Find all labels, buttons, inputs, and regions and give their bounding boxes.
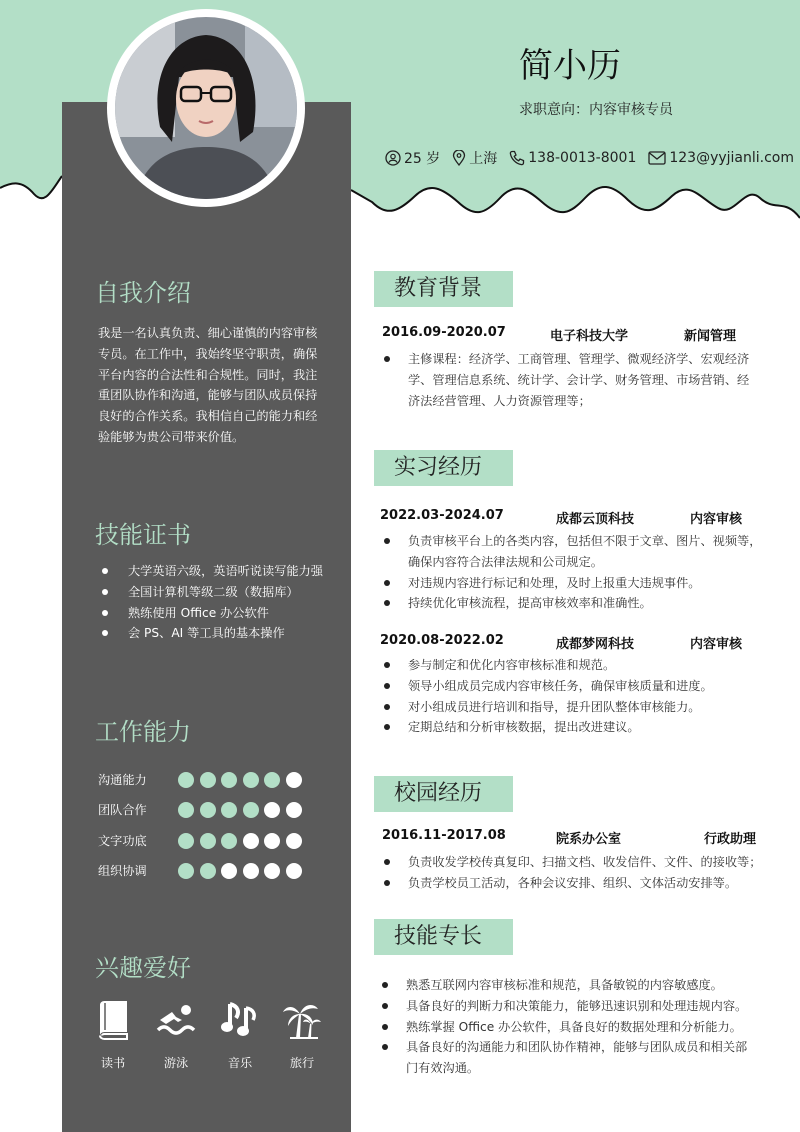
education-school: 电子科技大学 [550,329,629,344]
campus-list [382,852,767,894]
rating-dot [264,833,280,849]
list-item: 熟悉互联网内容审核标准和规范，具备敏锐的内容敏感度。 [380,975,752,996]
list-item: 具备良好的沟通能力和团队协作精神，能够与团队成员和相关部门有效沟通。 [380,1037,752,1079]
rating-dot [178,863,194,879]
education-title: 教育背景 [374,271,513,307]
rating-dot [200,833,216,849]
intro-title: 自我介绍 [95,279,191,307]
rating-dot [286,802,302,818]
city-info [452,148,497,168]
phone-icon [509,150,525,166]
list-item: 会 PS、AI 等工具的基本操作 [98,623,323,644]
skills-list [380,975,752,1079]
email-info [648,150,794,166]
hobby-label: 旅行 [289,1056,315,1070]
ability-row [98,771,307,788]
age-text: 25 岁 [404,151,441,167]
email-text[interactable]: 123@yyjianli.com [669,150,795,166]
ability-row [98,862,307,879]
rating-dot [264,772,280,788]
hobby-label: 读书 [100,1056,126,1070]
music-icon [220,1000,260,1040]
list-item: 负责收发学校传真复印、扫描文档、收发信件、文件、的接收等； [382,852,767,873]
campus-title: 校园经历 [374,776,513,812]
mail-icon [648,151,666,165]
hobby-reading [91,1000,135,1071]
rating-dot [264,802,280,818]
list-item: 持续优化审核流程，提高审核效率和准确性。 [382,593,762,614]
list-item: 主修课程：经济学、工商管理、管理学、微观经济学、宏观经济学、管理信息系统、统计学、会计学、财务管理、市场营销、经济法经营管理、人力资源管理等； [382,349,757,411]
rating-dot [200,802,216,818]
campus-date: 2016.11-2017.08 [382,828,506,843]
rating-dot [286,833,302,849]
job-company: 成都梦网科技 [556,637,635,652]
job-company: 成都云顶科技 [556,512,635,527]
rating-dot [243,833,259,849]
ability-label: 团队合作 [98,803,147,817]
rating-dot [286,772,302,788]
cert-title: 技能证书 [95,521,191,549]
job-role: 内容审核 [690,512,743,527]
list-item: 定期总结和分析审核数据，提出改进建议。 [382,717,762,738]
rating-dot [243,863,259,879]
ability-label: 组织协调 [98,864,147,878]
contact-bar [385,148,800,168]
ability-row [98,832,307,849]
list-item: 大学英语六级，英语听说读写能力强 [98,561,323,582]
avatar [115,17,297,199]
rating-dot [221,833,237,849]
list-item: 负责审核平台上的各类内容，包括但不限于文章、图片、视频等，确保内容符合法律法规和公司规定。 [382,531,762,573]
rating-dot [200,863,216,879]
education-date: 2016.09-2020.07 [382,325,506,340]
location-pin-icon [452,150,466,166]
campus-role: 行政助理 [704,832,757,847]
phone-info [509,150,636,166]
person-icon [385,150,401,166]
rating-dot [264,863,280,879]
phone-text[interactable]: 138-0013-8001 [528,150,637,166]
list-item: 熟练使用 Office 办公软件 [98,603,323,624]
rating-dot [286,863,302,879]
education-list [382,349,757,411]
ability-label: 文字功底 [98,834,147,848]
list-item: 参与制定和优化内容审核标准和规范。 [382,655,762,676]
skills-title: 技能专长 [374,919,513,955]
hobby-travel [280,1000,324,1071]
cert-list [98,561,323,644]
rating-dot [178,802,194,818]
rating-dot [221,863,237,879]
education-major: 新闻管理 [684,329,737,344]
hobby-music [218,1000,262,1071]
hobby-swimming [154,1000,198,1071]
internship-title: 实习经历 [374,450,513,486]
ability-label: 沟通能力 [98,773,147,787]
rating-dot [221,802,237,818]
job-duties-list [382,655,762,738]
job-date: 2022.03-2024.07 [380,508,504,523]
list-item: 全国计算机等级二级（数据库） [98,582,323,603]
list-item: 对违规内容进行标记和处理，及时上报重大违规事件。 [382,573,762,594]
job-intent: 求职意向：内容审核专员 [519,102,673,118]
city-text: 上海 [469,151,498,167]
swim-icon [156,1000,196,1040]
ability-title: 工作能力 [95,718,191,746]
list-item: 熟练掌握 Office 办公软件，具备良好的数据处理和分析能力。 [380,1017,752,1038]
list-item: 负责学校员工活动，各种会议安排、组织、文体活动安排等。 [382,873,767,894]
rating-dot [243,802,259,818]
job-duties-list [382,531,762,614]
book-icon [96,1000,130,1040]
hobby-title: 兴趣爱好 [95,954,191,982]
ability-row [98,801,307,818]
campus-org: 院系办公室 [556,832,622,847]
job-role: 内容审核 [690,637,743,652]
list-item: 对小组成员进行培训和指导，提升团队整体审核能力。 [382,697,762,718]
age-info [385,148,440,168]
hobby-label: 音乐 [227,1056,253,1070]
rating-dot [221,772,237,788]
palm-tree-icon [282,1000,322,1040]
intro-text: 我是一名认真负责、细心谨慎的内容审核专员。在工作中，我始终坚守职责，确保平台内容的合法性和合规性。同时，我注重团队协作和沟通，能够与团队成员保持良好的合作关系。我相信自己的能力和经验能够为贵公司带来价值。 [98,326,318,444]
candidate-name: 简小历 [519,46,621,86]
list-item: 领导小组成员完成内容审核任务，确保审核质量和进度。 [382,676,762,697]
rating-dot [200,772,216,788]
rating-dot [243,772,259,788]
hobby-label: 游泳 [163,1056,189,1070]
rating-dot [178,772,194,788]
job-date: 2020.08-2022.02 [380,633,504,648]
rating-dot [178,833,194,849]
list-item: 具备良好的判断力和决策能力，能够迅速识别和处理违规内容。 [380,996,752,1017]
